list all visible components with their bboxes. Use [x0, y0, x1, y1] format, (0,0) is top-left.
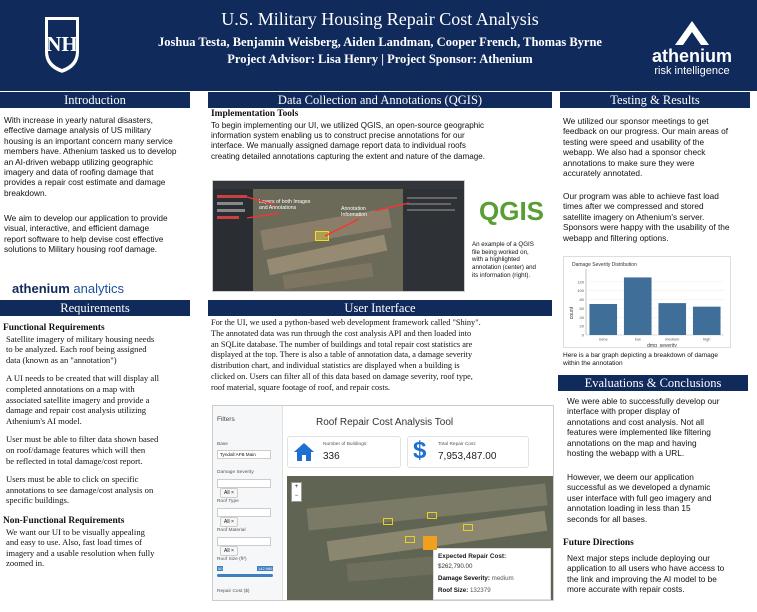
chart-title: Damage Severity Distribution — [572, 262, 637, 268]
chart-y-tick-label: 40 — [579, 314, 584, 320]
chart-caption: Here is a bar graph depicting a breakdown of damage within the annotation — [563, 352, 719, 367]
unh-logo-text: NH — [46, 32, 78, 56]
selected-building-marker[interactable] — [423, 536, 437, 550]
testing-paragraph-1: We utilized our sponsor meetings to get feedback on our progress. Our main areas of testing were speed and usability of the webapp. We also had a sponsor check annotations to make sure they were accurately annotated. — [563, 116, 729, 179]
map-zoom-control[interactable]: + − — [291, 482, 302, 502]
data-collection-heading: Data Collection and Annotations (QGIS) — [208, 92, 552, 108]
total-cost-value: 7,953,487.00 — [438, 451, 497, 462]
chart-y-tick-label: 0 — [581, 332, 584, 338]
building-popup: Expected Repair Cost: $262,790.00 Damage Severity: medium Roof Size: 132379 — [433, 548, 551, 600]
buildings-count-value: 336 — [323, 451, 340, 462]
popup-cost-value: $262,790.00 — [438, 563, 473, 570]
chart-bar-none — [589, 304, 617, 335]
non-functional-requirements-title: Non-Functional Requirements — [3, 515, 125, 526]
unh-shield-logo — [42, 14, 82, 76]
roof-type-select[interactable]: All × — [217, 508, 271, 517]
future-directions-paragraph: Next major steps include deploying our application to all users who have access to the link and improving the AI model to be more accurate with repair costs. — [567, 553, 725, 595]
functional-requirements-title: Functional Requirements — [3, 323, 105, 333]
poster-authors: Joshua Testa, Benjamin Weisberg, Aiden Landman, Cooper French, Thomas Byrne — [158, 35, 602, 49]
qgis-pointer-arrows — [213, 181, 465, 292]
introduction-paragraph-2: We aim to develop our application to provide visual, interactive, and efficient damage report software to help devise cost effective solutions to Military housing roof damage. — [4, 213, 168, 255]
poster-title: U.S. Military Housing Repair Cost Analysis — [221, 9, 539, 29]
poster-advisors: Project Advisor: Lisa Henry | Project Sponsor: Athenium — [227, 52, 533, 66]
data-collection-paragraph: To begin implementing our UI, we utilized QGIS, an open-source geographic information system enabling us to construct precise annotations for our interface. We manually assigned damage report data to individual roofs creating detailed annotations capturing the extent and nature of the damage. — [211, 121, 486, 161]
annotation-info-label: Annotation Information — [341, 206, 367, 218]
chart-x-tick-label: none — [598, 336, 608, 342]
chart-x-axis-label: dmg_severity — [647, 343, 677, 348]
chart-x-tick-label: low — [634, 336, 641, 342]
home-icon — [293, 442, 315, 462]
testing-paragraph-2: Our program was able to achieve fast load times after we compressed and stored satellite imagery on Athenium's server. Sponsors were happy with the usability of the webapp and filtering options. — [563, 191, 730, 243]
chart-bar-medium — [658, 303, 686, 335]
chart-bar-low — [624, 277, 652, 335]
filters-panel: Filters Base Tyndall AFB Main Damage Severity All × Roof Type All × Roof Material All × Roof Size (ft²) 50 142,986 Repair Cost ($) — [213, 406, 283, 601]
filters-title: Filters — [217, 416, 235, 423]
athenium-tagline: risk intelligence — [654, 65, 730, 77]
future-directions-title: Future Directions — [563, 538, 634, 548]
damage-severity-chart-svg — [564, 257, 731, 348]
total-cost-card: $ Total Repair Cost: 7,953,487.00 — [407, 436, 529, 468]
chart-x-tick-label: high — [702, 336, 711, 342]
title-banner — [0, 0, 757, 91]
roof-size-slider[interactable] — [217, 574, 273, 577]
qgis-logo: QGIS — [479, 196, 545, 226]
buildings-count-card: Number of Buildings: 336 — [287, 436, 401, 468]
layers-annotation-label: Layers of both Images and Annotations — [259, 199, 311, 211]
user-interface-heading: User Interface — [208, 300, 552, 316]
introduction-paragraph-1: With increase in yearly natural disasters, effective damage analysis of US military housing is an important concern many service members have. Athenium tasked us to develop an AI-driven webapp utilizing geographic imagery and data of roofing damage that provides a repair cost estimate and damage breakdown. — [4, 115, 177, 198]
requirements-heading: Requirements — [0, 300, 190, 316]
functional-requirements: Functional Requirements Satellite imagery of military housing needs to be analyzed. Each roof being assigned data (known as an "annotation") A UI needs to be created that will display all completed annotations on a map with associated satellite imagery and provide a damage and repair cost analysis utilizing Athenium's AI model. User must be able to filter data shown based on roof/damage features which will then be reflected in total damage/cost report. Users must be able to click on specific annotations to see damage/cost analysis on specific buildings. Non-Functional Requirements We want our UI to be visually appealing and easy to use. Also, fast load times of imagery and a usable resolution when fully zoomed in. — [3, 323, 198, 569]
user-interface-paragraph: For the UI, we used a python-based web development framework called "Shiny". The annotated data was run through the cost analysis API and then loaded into an SQLite database. The number of buildings and total repair cost statistics are displayed at the top. There is also a table of annotation data, a damage severity distribution chart, and individual statistics are displayed when a building is clicked on. Users can filter all of this data based on damage severity, roof type, roof material, square footage of roof, and repair costs. — [211, 318, 481, 392]
chart-x-tick-label: medium — [665, 336, 680, 342]
implementation-tools-title: Implementation Tools — [211, 109, 299, 119]
satellite-map[interactable] — [287, 476, 553, 600]
athenium-wordmark: athenium — [651, 46, 732, 66]
damage-severity-chart — [563, 256, 731, 348]
introduction-heading: Introduction — [0, 92, 190, 108]
qgis-caption: An example of a QGIS file being worked on, with a highlighted annotation (center) and its information (right). — [472, 241, 536, 279]
chart-y-tick-label: 100 — [577, 288, 584, 294]
athenium-logo — [642, 20, 742, 77]
testing-results-heading: Testing & Results — [560, 92, 750, 108]
evaluations-heading: Evaluations & Conclusions — [558, 375, 748, 391]
evaluations-paragraph-1: We were able to successfully develop our interface with proper display of annotations and cost analysis. Not all features were implemented like filtering annotations on the map and having hosting the webapp with a URL. — [567, 396, 720, 459]
qgis-screenshot — [212, 180, 465, 292]
athenium-mark-icon — [672, 20, 712, 46]
chart-bar-high — [693, 307, 721, 335]
chart-y-axis-label: count — [569, 306, 575, 320]
base-select[interactable]: Tyndall AFB Main — [217, 450, 271, 459]
app-title: Roof Repair Cost Analysis Tool — [316, 417, 454, 428]
chart-y-tick-label: 60 — [579, 305, 584, 311]
chart-y-tick-label: 120 — [577, 279, 584, 285]
damage-severity-select[interactable]: All × — [217, 479, 271, 488]
popup-severity-value: medium — [491, 575, 514, 582]
athenium-analytics-logo: athenium analytics — [12, 281, 124, 296]
roof-material-select[interactable]: All × — [217, 537, 271, 546]
webapp-screenshot — [212, 405, 554, 601]
evaluations-paragraph-2: However, we deem our application successful as we developed a dynamic user interface with full geo imagery and annotation loading in less than 15 seconds for all bases. — [567, 472, 712, 524]
dollar-icon: $ — [413, 437, 427, 464]
chart-y-tick-label: 80 — [579, 297, 584, 303]
popup-size-value: 132379 — [469, 587, 491, 594]
chart-y-tick-label: 20 — [579, 323, 584, 329]
